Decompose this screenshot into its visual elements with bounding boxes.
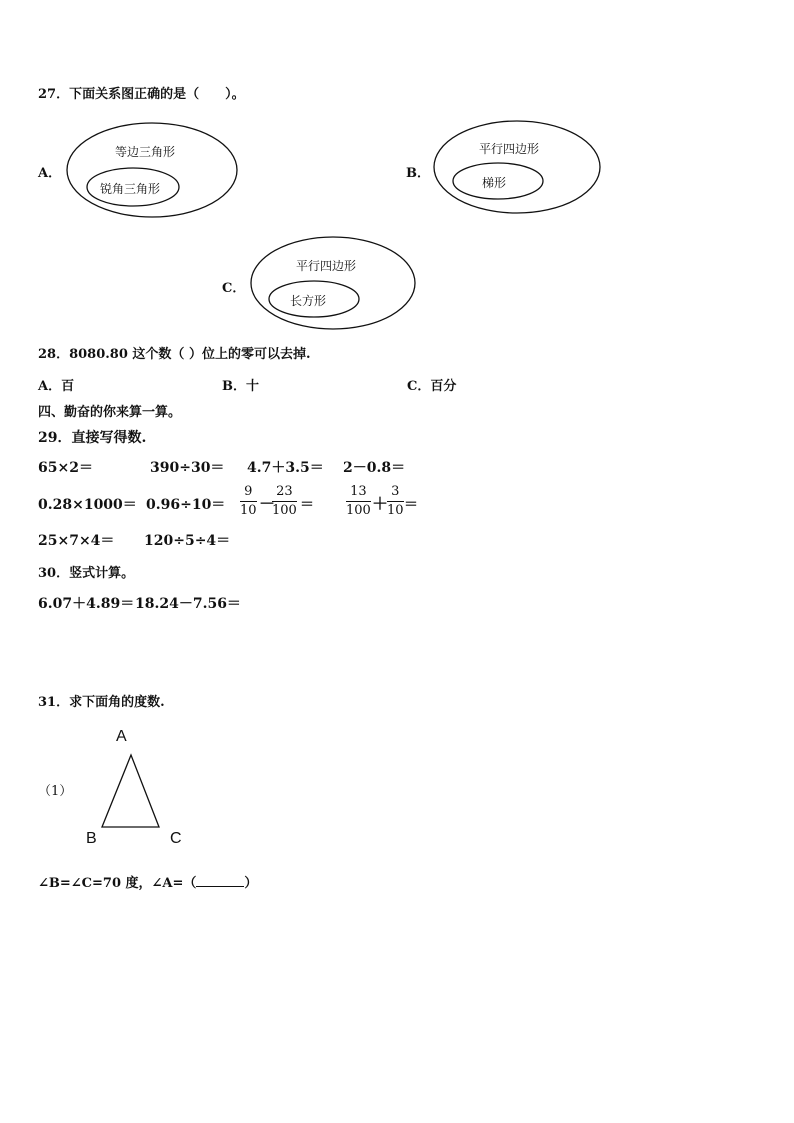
q27-option-b-letter[interactable]: B． bbox=[406, 166, 430, 181]
q27-option-c-letter[interactable]: C． bbox=[222, 281, 246, 296]
q27-c-outer-label: 平行四边形 bbox=[296, 259, 357, 273]
numerator: 9 bbox=[244, 484, 253, 499]
q31-title: 31．求下面角的度数. bbox=[38, 695, 165, 710]
triangle-abc bbox=[102, 755, 159, 827]
denominator: 10 bbox=[387, 503, 404, 518]
q29-item-3: 4.7＋3.5＝ bbox=[247, 460, 324, 476]
q29-frac2-equals: ＝ bbox=[404, 497, 418, 513]
q28-option-a[interactable]: A．百 bbox=[38, 379, 75, 394]
vertex-b-label: B bbox=[86, 830, 97, 847]
answer-blank[interactable] bbox=[196, 874, 244, 887]
q29-item-5: 0.28×1000＝ bbox=[38, 497, 137, 513]
q31-sub-label: （1） bbox=[38, 784, 73, 799]
q27-title: 27．下面关系图正确的是（ ）。 bbox=[38, 87, 245, 102]
numerator: 3 bbox=[391, 484, 400, 499]
numerator: 13 bbox=[350, 484, 367, 499]
q31-close-paren: ） bbox=[244, 876, 258, 891]
vertex-a-label: A bbox=[116, 728, 127, 745]
denominator: 10 bbox=[240, 503, 257, 518]
q27-b-inner-label: 梯形 bbox=[482, 176, 507, 190]
q30-item-2: 18.24－7.56＝ bbox=[135, 596, 241, 612]
q29-frac2-operator: ＋ bbox=[372, 494, 389, 513]
q30-title: 30．竖式计算。 bbox=[38, 566, 135, 581]
q29-frac1-second bbox=[272, 484, 297, 519]
q27-b-outer-label: 平行四边形 bbox=[479, 142, 540, 156]
q29-item-1: 65×2＝ bbox=[38, 460, 93, 476]
denominator: 100 bbox=[272, 503, 297, 518]
q27-a-outer-label: 等边三角形 bbox=[115, 145, 176, 159]
q28-title: 28．8080.80 这个数（ ）位上的零可以去掉. bbox=[38, 347, 311, 362]
q31-condition bbox=[38, 872, 257, 891]
q27-c-inner-label: 长方形 bbox=[290, 294, 327, 308]
q29-item-6: 0.96÷10＝ bbox=[146, 497, 226, 513]
q29-frac2-first bbox=[346, 484, 371, 519]
q29-item-7: 25×7×4＝ bbox=[38, 533, 115, 549]
q29-frac1-first bbox=[240, 484, 257, 519]
section-4-heading: 四、勤奋的你来算一算。 bbox=[38, 405, 182, 420]
vertex-c-label: C bbox=[170, 830, 182, 847]
q30-item-1: 6.07＋4.89＝ bbox=[38, 596, 135, 612]
venn-b-outer bbox=[434, 121, 600, 213]
q27-option-a-letter[interactable]: A． bbox=[38, 166, 62, 181]
denominator: 100 bbox=[346, 503, 371, 518]
q27-a-inner-label: 锐角三角形 bbox=[100, 182, 161, 196]
q28-option-b[interactable]: B．十 bbox=[222, 379, 259, 394]
numerator: 23 bbox=[276, 484, 293, 499]
q29-frac1-equals: ＝ bbox=[300, 497, 314, 513]
q31-condition-text: ∠B=∠C=70 度，∠A=（ bbox=[38, 876, 197, 891]
q29-item-2: 390÷30＝ bbox=[150, 460, 225, 476]
q29-frac2-second bbox=[387, 484, 404, 519]
q29-frac1-operator: － bbox=[259, 494, 276, 513]
q29-item-4: 2－0.8＝ bbox=[343, 460, 406, 476]
q29-item-8: 120÷5÷4＝ bbox=[144, 533, 231, 549]
q28-option-c[interactable]: C．百分 bbox=[407, 379, 457, 394]
q29-title: 29．直接写得数. bbox=[38, 430, 147, 446]
